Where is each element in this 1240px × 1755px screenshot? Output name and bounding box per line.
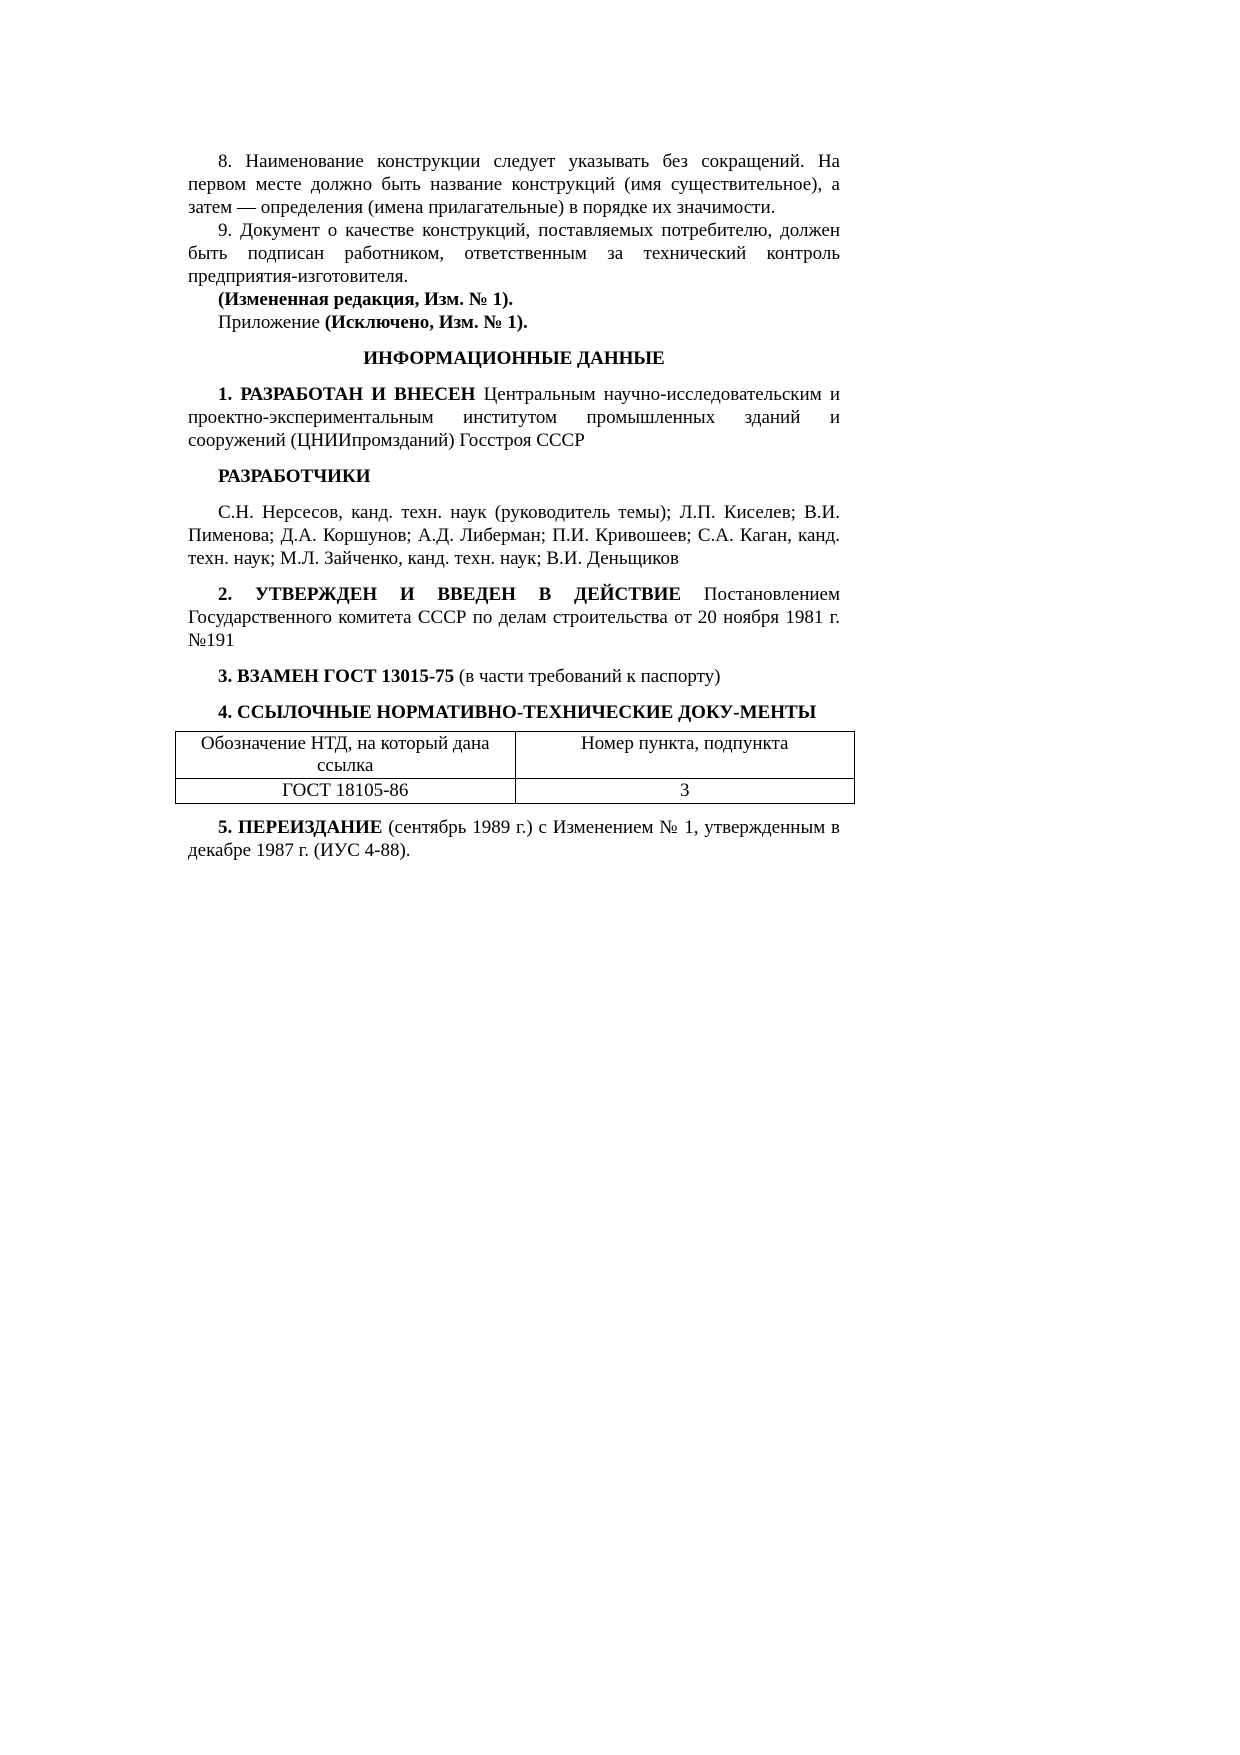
section-5	[188, 816, 840, 862]
amendment-note	[188, 288, 840, 311]
section-5-heading: 5. ПЕРЕИЗДАНИЕ	[218, 817, 383, 838]
appendix-label: Приложение	[218, 312, 325, 333]
appendix-note-text: (Исключено, Изм. № 1).	[324, 312, 528, 333]
table-cell: ГОСТ 18105-86	[176, 779, 516, 804]
table-header-row	[176, 732, 855, 779]
paragraph-9: 9. Документ о качестве конструкций, поставляемых потребителю, должен быть подписан работником, ответственным за технический контроль предприятия-изготовителя.	[188, 220, 840, 287]
info-data-title: ИНФОРМАЦИОННЫЕ ДАННЫЕ	[363, 348, 665, 369]
table-header-cell: Номер пункта, подпункта	[515, 732, 855, 779]
paragraph-8: 8. Наименование конструкции следует указывать без сокращений. На первом месте должно быть название конструкций (имя существительное), а затем — определения (имена прилагательные) в порядке их значимости.	[188, 151, 840, 218]
document-page	[188, 150, 840, 862]
section-5-text: (сентябрь 1989 г.) с Изменением № 1, утвержденным в декабре 1987 г. (ИУС 4-88).	[188, 817, 840, 861]
developers-title: РАЗРАБОТЧИКИ	[218, 466, 371, 487]
section-3-heading: 3. ВЗАМЕН ГОСТ 13015-75	[218, 666, 455, 687]
section-2-text: Постановлением Государственного комитета СССР по делам строительства от 20 ноября 1981 г. №191	[188, 584, 840, 651]
section-2-heading: 2. УТВЕРЖДЕН И ВВЕДЕН В ДЕЙСТВИЕ	[218, 584, 682, 605]
section-3-text: (в части требований к паспорту)	[454, 666, 721, 687]
section-4-heading: 4. ССЫЛОЧНЫЕ НОРМАТИВНО-ТЕХНИЧЕСКИЕ ДОКУ-МЕНТЫ	[218, 702, 817, 723]
reference-documents-table	[175, 731, 855, 804]
section-1-heading: 1. РАЗРАБОТАН И ВНЕСЕН	[218, 384, 476, 405]
table-header-cell: Обозначение НТД, на который дана ссылка	[176, 732, 516, 779]
appendix-note	[188, 311, 840, 334]
developers-list: С.Н. Нерсесов, канд. техн. наук (руководитель темы); Л.П. Киселев; В.И. Пименова; Д.А. Коршунов; А.Д. Либерман; П.И. Кривошеев; С.А. Каган, канд. техн. наук; М.Л. Зайченко, канд. техн. наук; В.И. Деньщиков	[188, 502, 840, 569]
section-1-text: Центральным научно-исследовательским и проектно-экспериментальным институтом промышленных зданий и сооружений (ЦНИИпромзданий) Госстроя СССР	[188, 384, 840, 451]
section-3	[188, 665, 840, 688]
section-1	[188, 383, 840, 452]
table-row	[176, 779, 855, 804]
section-2	[188, 583, 840, 652]
table-cell: 3	[515, 779, 855, 804]
amendment-note-text: (Измененная редакция, Изм. № 1).	[218, 289, 514, 310]
